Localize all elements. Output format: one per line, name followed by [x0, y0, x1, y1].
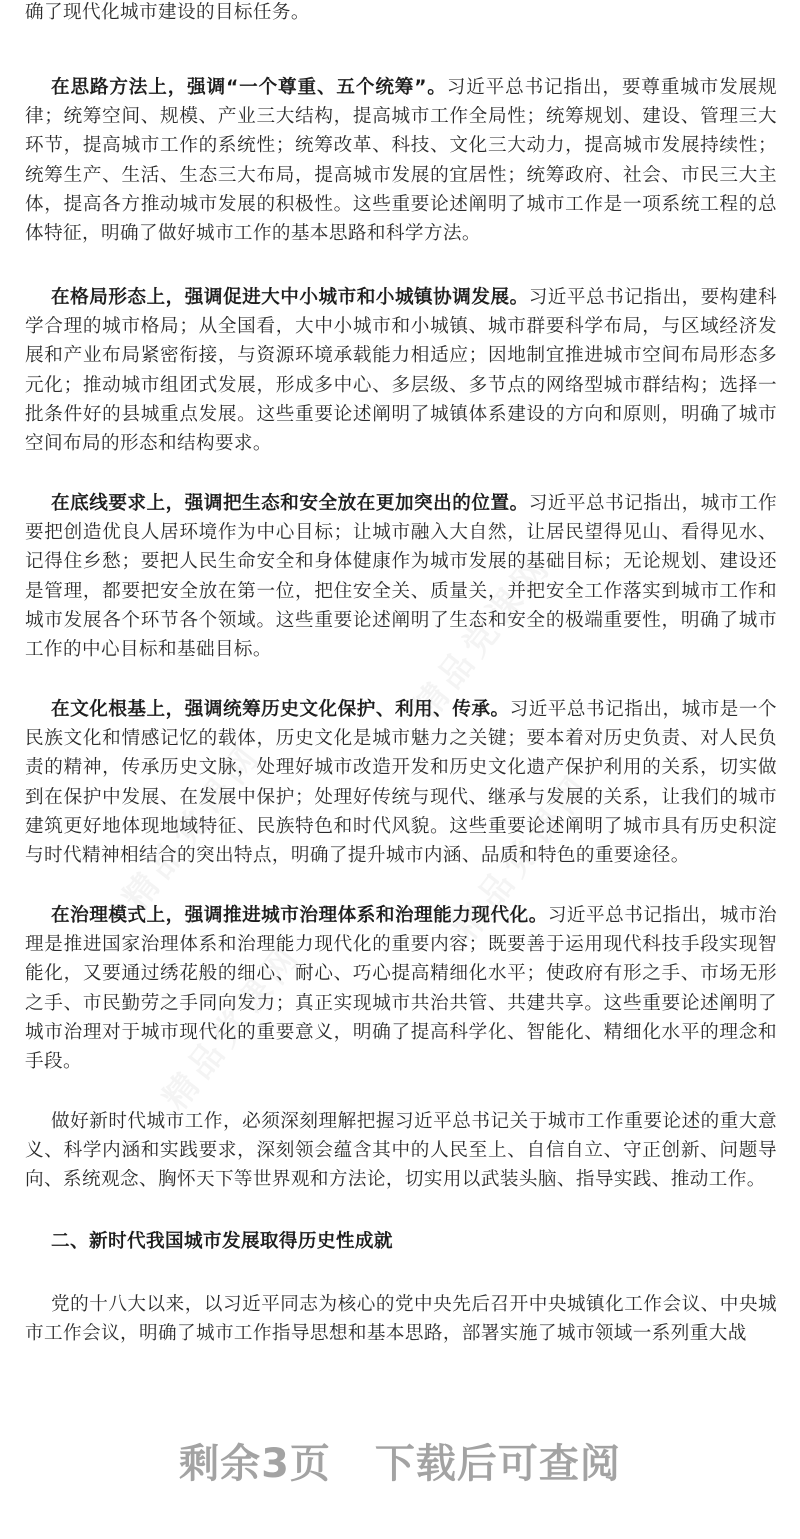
section-heading: 二、新时代我国城市发展取得历史性成就 — [51, 1231, 393, 1252]
paragraph-thinking-method — [25, 73, 777, 248]
paragraph-lead: 在思路方法上，强调“一个尊重、五个统筹”。 — [51, 77, 447, 98]
watermark: 精品党课网 — [155, 935, 311, 1118]
download-to-view-link[interactable]: 下载后可查阅 — [374, 1441, 621, 1487]
paragraph-lead: 在格局形态上，强调促进大中小城市和小城镇协调发展。 — [51, 287, 529, 308]
paragraph-body: 习近平总书记指出，城市工作要把创造优良人居环境作为中心目标；让城市融入大自然，让居民望得见山、看得见水、记得住乡愁；要把人民生命安全和身体健康作为城市发展的基础目标；无论规划、建设还是管理，都要把安全放在第一位，把住安全关、质量关，并把安全工作落实到城市工作和城市发展各个环节各个领域。这些重要论述阐明了生态和安全的极端重要性，明确了城市工作的中心目标和基础目标。 — [25, 493, 777, 661]
paragraph-since-18th-congress — [25, 1290, 777, 1348]
paragraph-body: 习近平总书记指出，要构建科学合理的城市格局；从全国看，大中小城市和小城镇、城市群要科学布局，与区域经济发展和产业布局紧密衔接，与资源环境承载能力相适应；因地制宜推进城市空间布局形态多元化；推动城市组团式发展，形成多中心、多层级、多节点的网络型城市群结构；选择一批条件好的县城重点发展。这些重要论述阐明了城镇体系建设的方向和原则，明确了城市空间布局的形态和结构要求。 — [25, 287, 777, 455]
paragraph-lead: 在文化根基上，强调统筹历史文化保护、利用、传承。 — [51, 699, 510, 720]
paragraph-cultural-foundation — [25, 695, 777, 870]
continuation-line: 确了现代化城市建设的目标任务。 — [25, 2, 310, 23]
paragraph-governance-model — [25, 901, 777, 1076]
paragraph-body: 做好新时代城市工作，必须深刻理解把握习近平总书记关于城市工作重要论述的重大意义、科学内涵和实践要求，深刻领会蕴含其中的人民至上、自信自立、守正创新、问题导向、系统观念、胸怀天下等世界观和方法论，切实用以武装头脑、指导实践、推动工作。 — [25, 1111, 777, 1191]
paragraph-layout-form — [25, 283, 777, 458]
watermark: 精品党课网 — [405, 545, 561, 728]
paragraph-new-era-work — [25, 1107, 777, 1195]
paragraph-body: 习近平总书记指出，要尊重城市发展规律；统筹空间、规模、产业三大结构，提高城市工作全局性；统筹规划、建设、管理三大环节，提高城市工作的系统性；统筹改革、科技、文化三大动力，提高城市发展持续性；统筹生产、生活、生态三大布局，提高城市发展的宜居性；统筹政府、社会、市民三大主体，提高各方推动城市发展的积极性。这些重要论述阐明了城市工作是一项系统工程的总体特征，明确了做好城市工作的基本思路和科学方法。 — [25, 77, 777, 245]
watermark: 精品党课网 — [115, 735, 271, 918]
paragraph-bottom-line — [25, 489, 777, 664]
paragraph-body: 党的十八大以来，以习近平同志为核心的党中央先后召开中央城镇化工作会议、中央城市工作会议，明确了城市工作指导思想和基本思路，部署实施了城市领域一系列重大战 — [25, 1294, 777, 1345]
watermark: 精品党课网 — [445, 765, 601, 948]
paragraph-body: 习近平总书记指出，城市是一个民族文化和情感记忆的载体，历史文化是城市魅力之关键；要本着对历史负责、对人民负责的精神，传承历史文脉，处理好城市改造开发和历史文化遗产保护利用的关系，切实做到在保护中发展、在发展中保护；处理好传统与现代、继承与发展的关系，让我们的城市建筑更好地体现地域特征、民族特色和时代风貌。这些重要论述阐明了城市具有历史积淀与时代精神相结合的突出特点，明确了提升城市内涵、品质和特色的重要途径。 — [25, 699, 777, 867]
paragraph-body: 习近平总书记指出，城市治理是推进国家治理体系和治理能力现代化的重要内容；既要善于运用现代科技手段实现智能化，又要通过绣花般的细心、耐心、巧心提高精细化水平；使政府有形之手、市场无形之手、市民勤劳之手同向发力；真正实现城市共治共管、共建共享。这些重要论述阐明了城市治理对于城市现代化的重要意义，明确了提高科学化、智能化、精细化水平的理念和手段。 — [25, 905, 777, 1073]
remaining-pages-label: 剩余3页 — [179, 1441, 331, 1487]
paragraph-lead: 在底线要求上，强调把生态和安全放在更加突出的位置。 — [51, 493, 529, 514]
paragraph-lead: 在治理模式上，强调推进城市治理体系和治理能力现代化。 — [51, 905, 548, 926]
download-prompt-banner[interactable] — [0, 1432, 800, 1492]
